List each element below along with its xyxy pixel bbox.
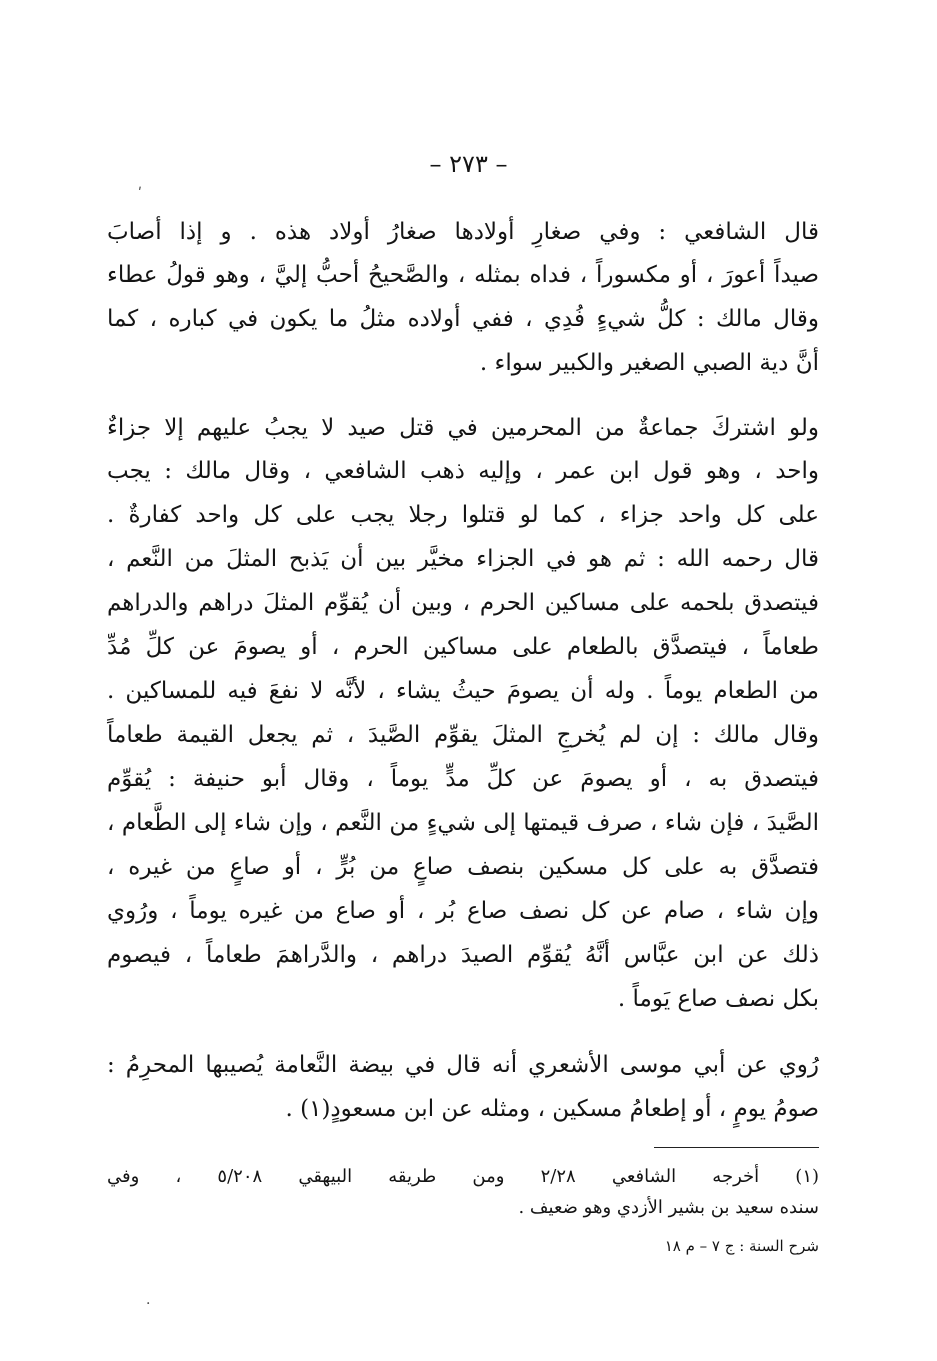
- text-line: وقال مالك : إن لم يُخرجِ المثلَ يقوِّم الصَّيدَ ، ثم يجعل القيمة طعاماً: [107, 722, 819, 748]
- text-line: وإن شاء ، صام عن كل نصف صاع بُر ، أو صاع من غيره يوماً ، ورُوي: [107, 898, 819, 924]
- text-line: طعاماً ، فيتصدَّق بالطعام على مساكين الحرم ، أو يصومَ عن كلِّ مُدِّ: [107, 634, 819, 660]
- text-line: واحد ، وهو قول ابن عمر ، وإليه ذهب الشافعي ، وقال مالك : يجب: [107, 458, 819, 484]
- text-line: رُوي عن أبي موسى الأشعري أنه قال في بيضة النَّعامة يُصيبها المحرِمُ :: [107, 1052, 819, 1078]
- page-number: – ٢٧٣ –: [429, 150, 508, 178]
- text-line: أنَّ دية الصبي الصغير والكبير سواء .: [479, 350, 819, 376]
- text-line: قال الشافعي : وفي صغارِ أولادها صغارُ أولاد هذه . و إذا أصابَ: [107, 219, 819, 245]
- text-line: من الطعام يوماً . وله أن يصومَ حيثُ يشاء ، لأنَّه لا نفعَ فيه للمساكين .: [107, 678, 819, 704]
- text-line: على كل واحد جزاء ، كما لو قتلوا رجلا يجب على كل واحد كفارةٌ .: [107, 502, 819, 528]
- text-line: بكل نصف صاع يَوماً .: [617, 986, 819, 1012]
- text-line: صيداً أعورَ ، أو مكسوراً ، فداه بمثله ، والصَّحيحُ أحبُّ إليَّ ، وهو قولُ عطاء: [107, 262, 819, 288]
- text-line: صومُ يومٍ ، أو إطعامُ مسكين ، ومثله عن ابن مسعودٍ(١) .: [285, 1096, 819, 1122]
- text-line: ذلك عن ابن عبَّاس أنَّهُ يُقوِّم الصيدَ دراهم ، والدَّراهمَ طعاماً ، فيصوم: [107, 942, 819, 968]
- footnote-line: سنده سعيد بن بشير الأزدي وهو ضعيف .: [518, 1197, 819, 1218]
- text-line: وقال مالك : كلُّ شيءٍ فُدِي ، ففي أولاده مثلُ ما يكون في كباره ، كما: [107, 306, 819, 332]
- text-line: الصَّيدَ ، فإن شاء ، صرف قيمتها إلى شيءٍ من النَّعم ، وإن شاء إلى الطَّعام ،: [107, 810, 819, 836]
- footnote-line: (١) أخرجه الشافعي ٢/٢٨ ومن طريقه البيهقي ٥/٢٠٨ ، وفي: [107, 1166, 820, 1187]
- text-line: فيتصدق بلحمه على مساكين الحرم ، وبين أن يُقوِّم المثلَ دراهم والدراهم: [107, 590, 819, 616]
- text-line: فيتصدق به ، أو يصومَ عن كلِّ مدٍّ يوماً ، وقال أبو حنيفة : يُقوِّم: [107, 766, 819, 792]
- text-line: ولو اشتركَ جماعةٌ من المحرمين في قتل صيد لا يجبُ عليهم إلا جزاءٌ: [107, 415, 819, 441]
- footnote-divider: [654, 1147, 819, 1148]
- text-line: فتصدَّق به على كل مسكين بنصف صاعٍ من بُرٍّ ، أو صاعٍ من غيره ،: [107, 854, 819, 880]
- margin-speck: ·: [146, 1296, 151, 1312]
- signature-mark: شرح السنة : ج ٧ – م ١٨: [664, 1237, 819, 1255]
- text-line: قال رحمه الله : ثم هو في الجزاء مخيَّر بين أن يَذبح المثلَ من النَّعم ،: [107, 546, 819, 572]
- margin-speck: ʹ: [138, 186, 142, 202]
